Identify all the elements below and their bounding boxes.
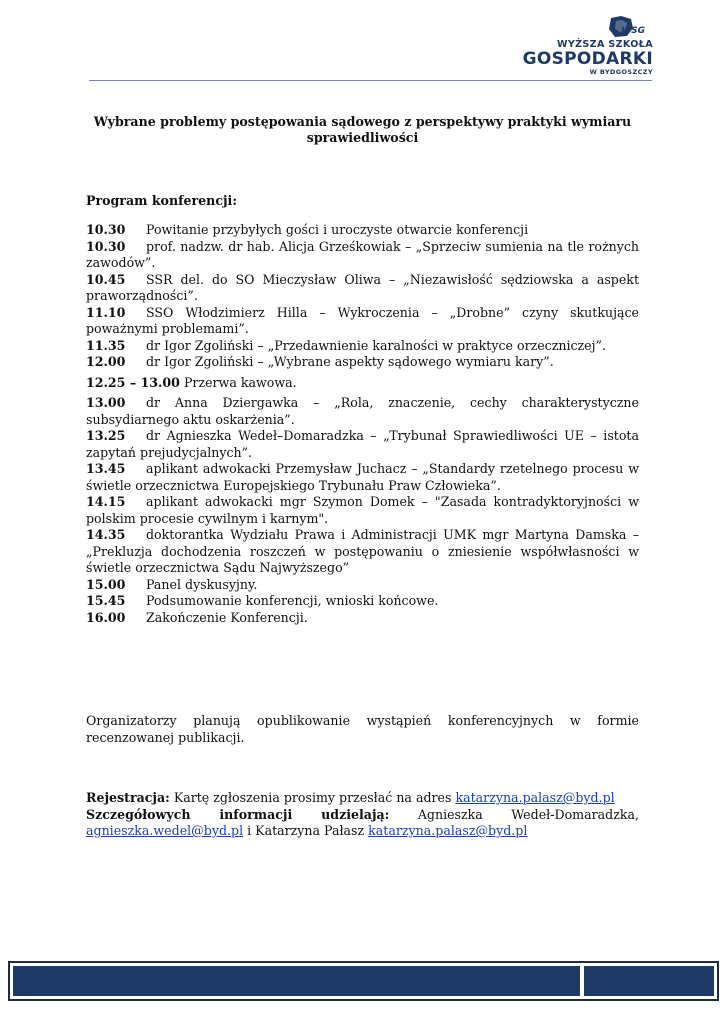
header-divider bbox=[89, 80, 652, 81]
agenda-text: dr Igor Zgoliński – „Wybrane aspekty sądowego wymiaru kary”. bbox=[146, 354, 554, 369]
agenda-time: 10.30 bbox=[86, 222, 126, 237]
agenda-text: Zakończenie Konferencji. bbox=[146, 609, 308, 625]
page-header bbox=[0, 0, 725, 84]
agenda-time: 16.00 bbox=[86, 609, 126, 625]
page-footer bbox=[8, 961, 719, 1001]
logo-wordmark bbox=[523, 40, 653, 75]
agenda-item bbox=[86, 272, 639, 305]
agenda-item bbox=[86, 461, 639, 494]
agenda-text: prof. nadzw. dr hab. Alicja Grześkowiak – „Sprzeciw sumienia na tle rożnych zawodów”. bbox=[86, 238, 639, 270]
agenda-item bbox=[86, 222, 639, 239]
agenda-time: 12.00 bbox=[86, 354, 126, 369]
agenda-time: 15.00 bbox=[86, 576, 126, 592]
registration-label: Rejestracja: bbox=[86, 790, 170, 805]
agenda-item bbox=[86, 527, 639, 577]
agenda-text: aplikant adwokacki Przemysław Juchacz – „Standardy rzetelnego procesu w świetle orzecznictwa Europejskiego Trybunału Praw Człowieka”. bbox=[86, 461, 639, 493]
agenda-text: doktorantka Wydziału Prawa i Administracji UMK mgr Martyna Damska – „Prekluzja dochodzenia roszczeń w postępowaniu o zniesienie współwłasności w świetle orzecznictwa Sądu Najwyższego” bbox=[86, 527, 639, 575]
agenda-time: 12.25 – 13.00 bbox=[86, 374, 180, 390]
agenda-item-break bbox=[86, 375, 639, 392]
agenda-time: 13.25 bbox=[86, 428, 126, 443]
info-email-link-2[interactable]: katarzyna.palasz@byd.pl bbox=[368, 823, 528, 838]
agenda-time: 10.45 bbox=[86, 271, 126, 287]
agenda-text: dr Igor Zgoliński – „Przedawnienie karalności w praktyce orzeczniczej”. bbox=[146, 337, 606, 353]
info-person-1: Agnieszka Wedeł-Domaradzka, bbox=[417, 806, 639, 822]
agenda-text: Przerwa kawowa. bbox=[183, 374, 297, 390]
info-email-link-1[interactable]: agnieszka.wedel@byd.pl bbox=[86, 823, 244, 838]
registration-text: Kartę zgłoszenia prosimy przesłać na adres bbox=[173, 790, 452, 805]
agenda-time: 14.35 bbox=[86, 527, 126, 542]
document-title: Wybrane problemy postępowania sądowego z perspektywy praktyki wymiaru sprawiedliwości bbox=[93, 114, 632, 145]
publication-note: Organizatorzy planują opublikowanie wystąpień konferencyjnych w formie recenzowanej publikacji. bbox=[86, 713, 639, 745]
agenda-text: aplikant adwokacki mgr Szymon Domek – "Zasada kontradyktoryjności w polskim procesie cywilnym i karnym". bbox=[86, 494, 639, 526]
agenda-text: dr Anna Dziergawka – „Rola, znaczenie, cechy charakterystyczne subsydiarnego aktu oskarżenia”. bbox=[86, 395, 639, 427]
agenda-text: dr Agnieszka Wedeł–Domaradzka – „Trybunał Sprawiedliwości UE – istota zapytań prejudycjalnych”. bbox=[86, 428, 639, 460]
agenda-time: 13.45 bbox=[86, 461, 126, 476]
agenda-item bbox=[86, 494, 639, 527]
agenda-item bbox=[86, 428, 639, 461]
footer-bar-side bbox=[584, 966, 714, 996]
agenda-item bbox=[86, 395, 639, 428]
agenda-item bbox=[86, 593, 639, 610]
registration-email-link[interactable]: katarzyna.palasz@byd.pl bbox=[455, 790, 615, 805]
registration-section bbox=[86, 790, 639, 840]
agenda-time: 11.35 bbox=[86, 337, 126, 353]
agenda-time: 13.00 bbox=[86, 395, 126, 410]
footer-bar-main bbox=[13, 966, 580, 996]
agenda-text: Panel dyskusyjny. bbox=[146, 576, 258, 592]
info-line bbox=[86, 807, 639, 824]
agenda-time: 15.45 bbox=[86, 593, 126, 608]
logo-line-3: W BYDGOSZCZY bbox=[589, 67, 653, 76]
agenda-text: Podsumowanie konferencji, wnioski końcowe. bbox=[146, 593, 439, 608]
agenda-text: Powitanie przybyłych gości i uroczyste otwarcie konferencji bbox=[146, 222, 529, 237]
agenda-time: 10.30 bbox=[86, 238, 126, 254]
wsg-logo bbox=[493, 18, 653, 78]
agenda-item bbox=[86, 610, 639, 627]
agenda-item bbox=[86, 239, 639, 272]
agenda-item bbox=[86, 305, 639, 338]
agenda-text: SSR del. do SO Mieczysław Oliwa – „Niezawisłość sędziowska a aspekt praworządności”. bbox=[86, 271, 639, 303]
info-label: Szczegółowych informacji udzielają: bbox=[86, 806, 390, 822]
info-emails-line bbox=[86, 823, 639, 840]
info-connector: i Katarzyna Pałasz bbox=[247, 823, 365, 838]
logo-line-1: WYŻSZA SZKOŁA bbox=[556, 39, 653, 50]
agenda-time: 11.10 bbox=[86, 304, 126, 320]
agenda-text: SSO Włodzimierz Hilla – Wykroczenia – „Drobne” czyny skutkujące poważnymi problemami”. bbox=[86, 304, 639, 336]
logo-mark-text: WSG bbox=[621, 26, 645, 36]
agenda-item bbox=[86, 354, 639, 371]
agenda-list bbox=[86, 222, 639, 626]
logo-line-2: GOSPODARKI bbox=[522, 48, 653, 69]
agenda-item bbox=[86, 577, 639, 594]
registration-line bbox=[86, 790, 639, 807]
agenda-item bbox=[86, 338, 639, 355]
program-heading: Program konferencji: bbox=[86, 193, 237, 208]
agenda-time: 14.15 bbox=[86, 494, 126, 509]
